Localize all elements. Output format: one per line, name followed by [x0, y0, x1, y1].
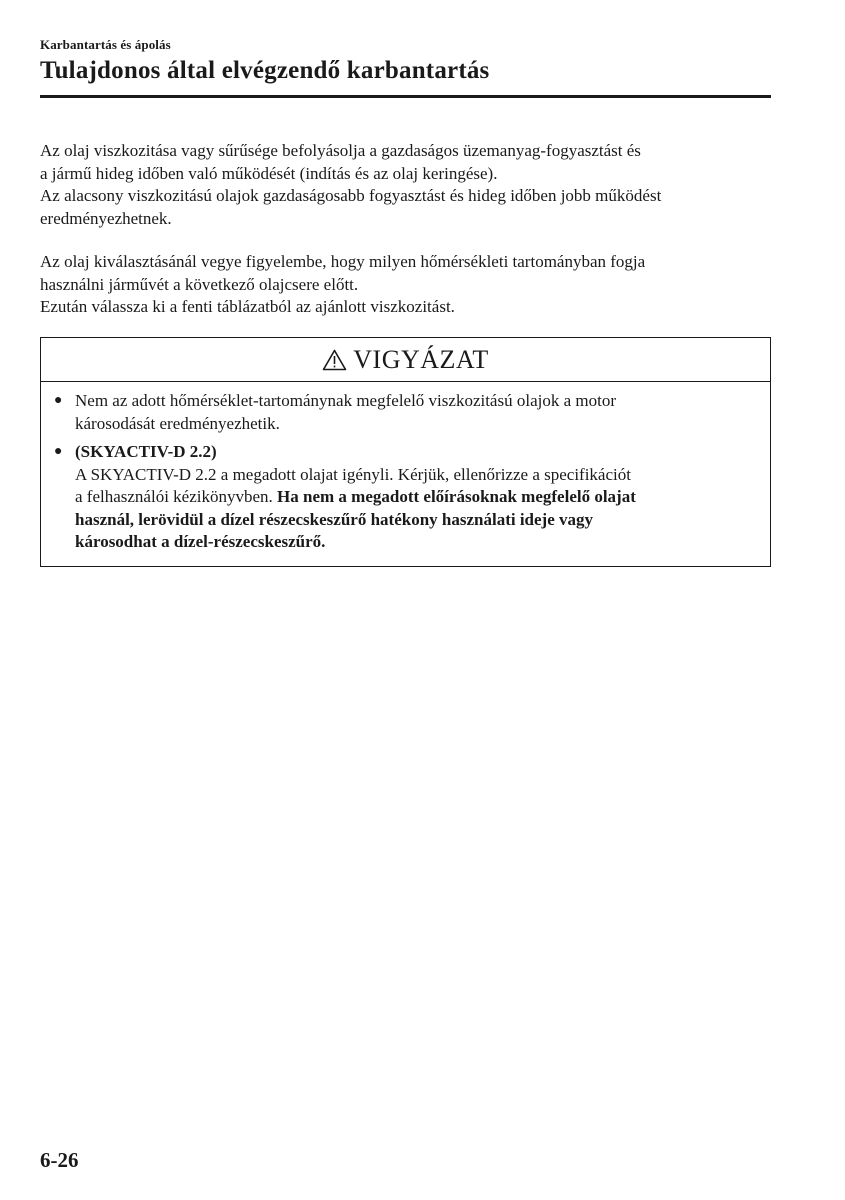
- section-header: Karbantartás és ápolás: [40, 37, 171, 52]
- text-span: a felhasználói kézikönyvben.: [75, 487, 278, 506]
- warning-triangle-icon: [322, 349, 347, 371]
- warning-emphasis: Ha nem a megadott előírásoknak megfelelő olajat: [277, 487, 636, 506]
- text-line: a jármű hideg időben való működését (indítás és az olaj keringése).: [40, 163, 498, 183]
- warning-emphasis: használ, lerövidül a dízel részecskeszűrő hatékony használati ideje vagy: [75, 509, 594, 529]
- warning-emphasis: károsodhat a dízel-részecskeszűrő.: [75, 532, 326, 551]
- text-line: Nem az adott hőmérséklet-tartománynak megfelelő viszkozitású olajok a motor: [75, 391, 616, 410]
- title-divider: [40, 95, 771, 98]
- caution-header: [41, 338, 770, 382]
- bullet-icon: ●: [54, 444, 63, 459]
- text-line: A SKYACTIV-D 2.2 a megadott olajat igényli. Kérjük, ellenőrizze a specifikációt: [75, 464, 631, 484]
- caution-list: [41, 390, 770, 560]
- item-heading: (SKYACTIV-D 2.2): [75, 442, 217, 461]
- text-line: [75, 486, 750, 509]
- text-line: Az alacsony viszkozitású olajok gazdaságosabb fogyasztást és hideg időben jobb működést: [40, 186, 662, 205]
- caution-item: [41, 390, 770, 435]
- selection-paragraph: [40, 251, 780, 319]
- caution-item: [41, 441, 770, 554]
- viscosity-paragraph: [40, 140, 780, 230]
- text-line: használni járművét a következő olajcsere előtt.: [40, 274, 359, 294]
- text-line: Az olaj kiválasztásánál vegye figyelembe, hogy milyen hőmérsékleti tartományban fogja: [40, 252, 646, 271]
- text-line: károsodását eredményezhetik.: [75, 413, 280, 433]
- text-line: Az olaj viszkozitása vagy sűrűsége befolyásolja a gazdaságos üzemanyag-fogyasztást és: [40, 141, 641, 160]
- caution-box: [40, 337, 771, 567]
- page-number: 6-26: [40, 1148, 79, 1172]
- text-line: Ezután válassza ki a fenti táblázatból az ajánlott viszkozitást.: [40, 297, 455, 316]
- text-line: eredményezhetnek.: [40, 208, 172, 228]
- page-title: Tulajdonos által elvégzendő karbantartás: [40, 57, 490, 84]
- caution-title: VIGYÁZAT: [353, 344, 489, 374]
- bullet-icon: ●: [54, 393, 63, 408]
